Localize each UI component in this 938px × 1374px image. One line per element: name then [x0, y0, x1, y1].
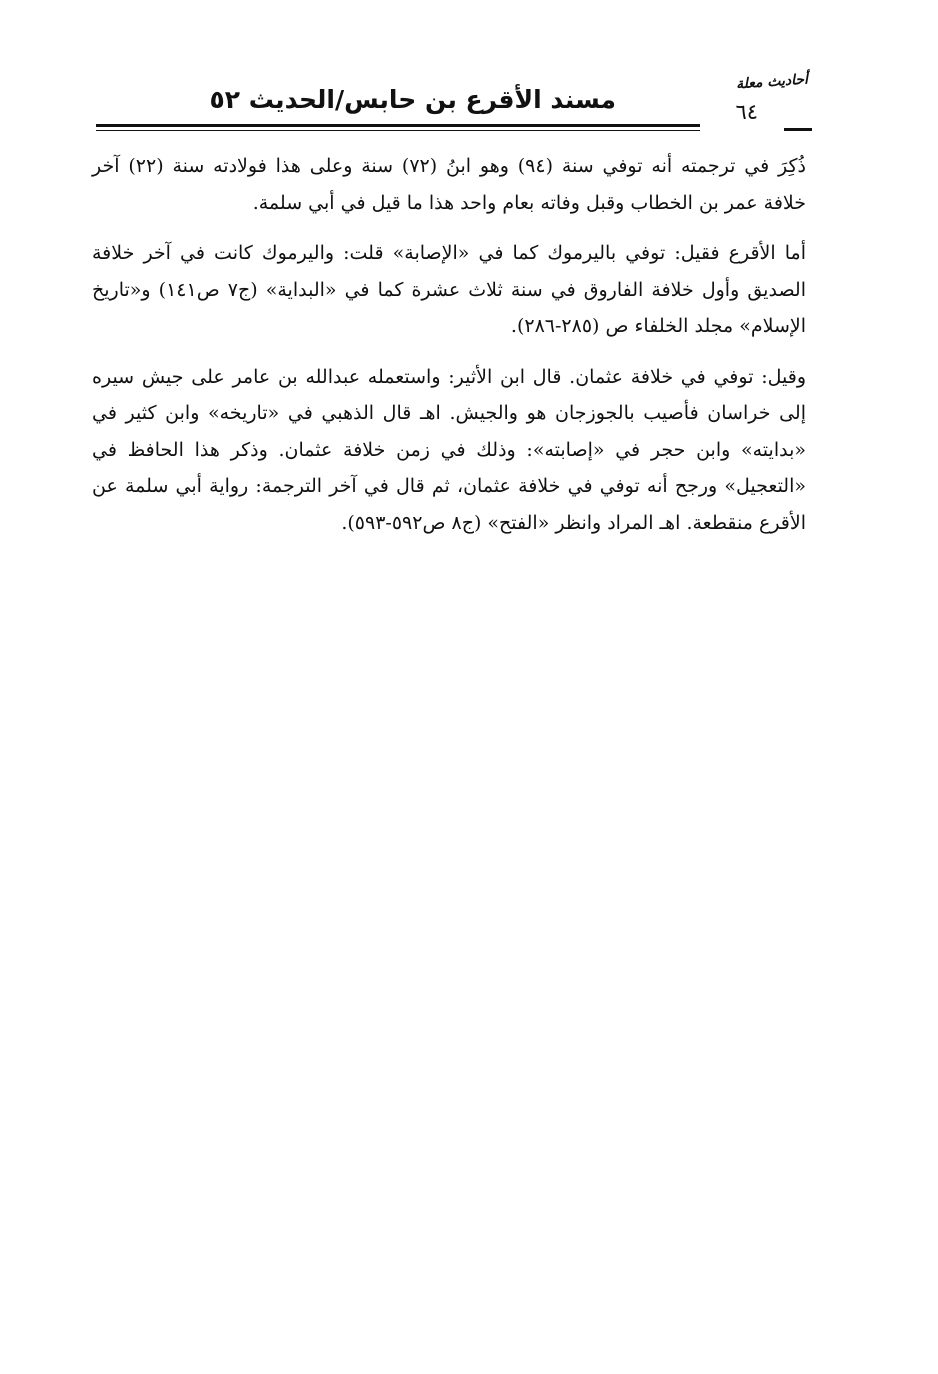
paragraph-2: أما الأقرع فقيل: توفي باليرموك كما في «الإصابة» قلت: واليرموك كانت في آخر خلافة الصديق وأول خلافة الفاروق في سنة ثلاث عشرة كما في «البداية» (ج٧ ص١٤١) و«تاريخ الإسلام» مجلد الخلفاء ص (٢٨٥-٢٨٦).: [92, 242, 806, 337]
header-divider-thin: [96, 130, 700, 131]
main-text: [92, 148, 806, 555]
page-header: [92, 72, 816, 140]
paragraph-3: وقيل: توفي في خلافة عثمان. قال ابن الأثير: واستعمله عبدالله بن عامر على جيش سيره إلى خراسان فأصيب بالجوزجان هو والجيش. اهـ قال الذهبي في «تاريخه» وابن كثير في «بدايته» وابن حجر في «إصابته»: وذلك في زمن خلافة عثمان. وذكر هذا الحافظ في «التعجيل» ورجح أنه توفي في خلافة عثمان، ثم قال في آخر الترجمة: رواية أبي سلمة عن الأقرع منقطعة. اهـ المراد وانظر «الفتح» (ج٨ ص٥٩٢-٥٩٣).: [92, 365, 806, 534]
handwritten-note: أحاديث معلة: [735, 71, 809, 93]
page-number: ٦٤: [735, 100, 758, 124]
page-title: مسند الأقرع بن حابس/الحديث ٥٢: [209, 85, 616, 114]
paragraph-1: ذُكِرَ في ترجمته أنه توفي سنة (٩٤) وهو ابنُ (٧٢) سنة وعلى هذا فولادته سنة (٢٢) آخر خلافة عمر بن الخطاب وقبل وفاته بعام واحد هذا ما قيل في أبي سلمة.: [92, 155, 806, 214]
page-number-underline: [784, 128, 812, 131]
header-divider: [96, 124, 700, 127]
